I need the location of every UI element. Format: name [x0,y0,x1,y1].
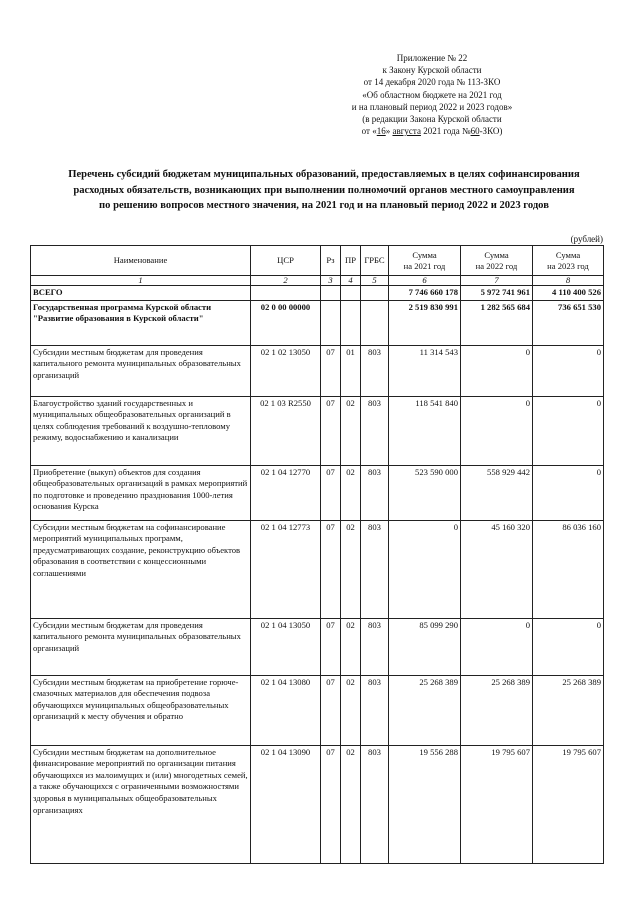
row-rz: 07 [321,675,341,745]
table-row [31,396,604,465]
row-grbs: 803 [361,396,389,465]
subsidies-table [30,245,604,864]
row-csr: 02 1 04 13050 [251,618,321,675]
row-csr: 02 1 04 12773 [251,520,321,618]
row-pr: 02 [341,675,361,745]
column-index-row [31,276,604,286]
table-row [31,465,604,520]
table-row [31,300,604,345]
column-index: 2 [251,276,321,286]
row-sum-2021: 118 541 840 [389,396,461,465]
row-sum-2021: 25 268 389 [389,675,461,745]
row-sum-2021: 0 [389,520,461,618]
appendix-text: -ЗКО) [479,126,503,137]
header-rz: Рз [321,246,341,276]
header-csr: ЦСР [251,246,321,276]
row-csr: 02 1 04 13090 [251,745,321,863]
row-name: Субсидии местным бюджетам для проведения капитального ремонта муниципальных образовательных организаций [31,345,251,396]
header-year-label: на 2021 год [403,260,446,271]
row-sum-2022: 19 795 607 [461,745,533,863]
row-sum-2021: 85 099 290 [389,618,461,675]
title-line: Перечень субсидий бюджетам муниципальных образований, предоставляемых в целях софинансирования [68,169,580,180]
appendix-line: и на плановый период 2022 и 2023 годов» [351,101,513,112]
row-csr: 02 1 02 13050 [251,345,321,396]
column-index: 5 [361,276,389,286]
row-sum-2022: 0 [461,396,533,465]
row-rz: 07 [321,618,341,675]
table-row [31,745,604,863]
header-row [31,246,604,276]
total-2021: 7 746 660 178 [389,286,461,301]
appendix-day: 16 [376,126,386,137]
row-sum-2023: 736 651 530 [533,300,604,345]
table-row [31,520,604,618]
row-pr: 02 [341,745,361,863]
row-name: Субсидии местным бюджетам на приобретение горюче-смазочных материалов для обеспечения подвоза обучающихся муниципальных общеобразовательных организаций к месту обучения и обратно [31,675,251,745]
total-2023: 4 110 400 526 [533,286,604,301]
row-sum-2022: 0 [461,345,533,396]
row-name: Субсидии местным бюджетам для проведения капитального ремонта муниципальных образовательных организаций [31,618,251,675]
table-row [31,675,604,745]
row-grbs: 803 [361,618,389,675]
appendix-text: 2021 года № [420,126,471,137]
header-grbs: ГРБС [361,246,389,276]
row-sum-2021: 19 556 288 [389,745,461,863]
row-sum-2023: 19 795 607 [533,745,604,863]
row-sum-2023: 86 036 160 [533,520,604,618]
total-label: ВСЕГО [31,286,251,301]
row-pr: 02 [341,396,361,465]
row-rz [321,300,341,345]
appendix-line-date [312,125,552,137]
row-sum-2022: 0 [461,618,533,675]
column-index: 1 [31,276,251,286]
table-cell [321,286,341,301]
appendix-text: » [385,126,393,137]
document-title [30,167,618,214]
column-index: 6 [389,276,461,286]
row-name: Субсидии местным бюджетам на софинансирование мероприятий муниципальных программ, предусматривающих создание, реконструкцию объектов образования в соответствии с концессионными соглашениями [31,520,251,618]
row-grbs: 803 [361,345,389,396]
header-sum-2021 [389,246,461,276]
row-csr: 02 0 00 00000 [251,300,321,345]
row-sum-2023: 0 [533,345,604,396]
header-sum-label: Сумма [412,249,437,260]
row-sum-2023: 25 268 389 [533,675,604,745]
row-name: Субсидии местным бюджетам на дополнительное финансирование мероприятий по организации питания обучающихся из малоимущих и (или) многодетных семей, а также обучающихся с ограниченными возможностями здоровья в муниципальных общеобразовательных организациях [31,745,251,863]
title-line: по решению вопросов местного значения, на 2021 год и на плановый период 2022 и 2023 годов [99,200,549,211]
row-sum-2021: 11 314 543 [389,345,461,396]
table-cell [361,286,389,301]
header-sum-label: Сумма [484,249,509,260]
appendix-law-number: 60 [470,126,480,137]
row-sum-2022: 45 160 320 [461,520,533,618]
column-index: 8 [533,276,604,286]
title-line: расходных обязательств, возникающих при выполнении полномочий органов местного самоуправления [73,184,575,196]
column-index: 7 [461,276,533,286]
header-pr: ПР [341,246,361,276]
row-grbs: 803 [361,675,389,745]
row-sum-2023: 0 [533,465,604,520]
table-row [31,618,604,675]
row-sum-2023: 0 [533,618,604,675]
row-pr: 02 [341,618,361,675]
appendix-month: августа [392,126,421,137]
row-name: Государственная программа Курской области "Развитие образования в Курской области" [31,300,251,345]
header-year-label: на 2022 год [475,260,518,271]
column-index: 4 [341,276,361,286]
row-csr: 02 1 04 13080 [251,675,321,745]
total-2022: 5 972 741 961 [461,286,533,301]
total-row [31,286,604,301]
row-grbs: 803 [361,745,389,863]
row-rz: 07 [321,745,341,863]
column-index: 3 [321,276,341,286]
row-pr [341,300,361,345]
header-name: Наименование [31,246,251,276]
appendix-text: от « [361,126,377,137]
table-cell [341,286,361,301]
row-csr: 02 1 03 R2550 [251,396,321,465]
appendix-line: от 14 декабря 2020 года № 113-ЗКО [363,77,501,88]
units-label: (рублей) [570,234,603,244]
row-name: Приобретение (выкуп) объектов для создания общеобразовательных организаций в рамках мероприятий по подготовке и проведению празднования 1000-летия основания Курска [31,465,251,520]
row-pr: 02 [341,520,361,618]
appendix-line: «Об областном бюджете на 2021 год [362,89,502,100]
row-pr: 01 [341,345,361,396]
appendix-line: к Закону Курской области [382,65,482,76]
header-sum-2023 [533,246,604,276]
table-cell [251,286,321,301]
row-grbs [361,300,389,345]
header-sum-2022 [461,246,533,276]
row-pr: 02 [341,465,361,520]
appendix-line: Приложение № 22 [396,53,468,63]
appendix-header [312,52,552,137]
header-sum-label: Сумма [555,249,581,260]
row-sum-2022: 558 929 442 [461,465,533,520]
row-rz: 07 [321,345,341,396]
row-grbs: 803 [361,520,389,618]
table-row [31,345,604,396]
row-name: Благоустройство зданий государственных и муниципальных общеобразовательных организаций в целях соблюдения требований к воздушно-тепловому режиму, водоснабжению и канализации [31,396,251,465]
header-year-label: на 2023 год [547,260,589,271]
row-sum-2021: 523 590 000 [389,465,461,520]
row-grbs: 803 [361,465,389,520]
row-rz: 07 [321,520,341,618]
row-rz: 07 [321,465,341,520]
row-sum-2022: 1 282 565 684 [461,300,533,345]
row-sum-2023: 0 [533,396,604,465]
appendix-line: (в редакции Закона Курской области [362,114,502,125]
row-csr: 02 1 04 12770 [251,465,321,520]
row-rz: 07 [321,396,341,465]
row-sum-2021: 2 519 830 991 [389,300,461,345]
row-sum-2022: 25 268 389 [461,675,533,745]
